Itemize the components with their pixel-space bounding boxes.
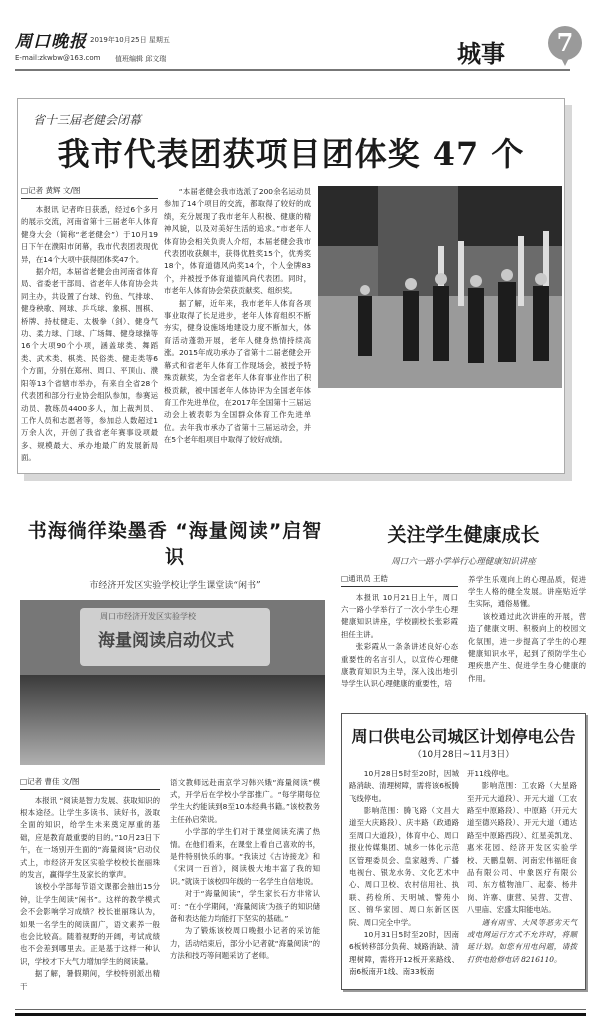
notice-column-2 (467, 768, 577, 967)
article-box-elder-games (17, 98, 565, 474)
column-text (341, 592, 458, 691)
paragraph: 本报讯 “阅读是智力发展、获取知识的根本途径。让学生多读书、读好书，汲取全面的知识，给学生未来奠定厚重的基础，应是教育最重要的目的。”10月23日下午，在一场别开生面的“海量阅读”启动仪式上，市经济开发区实验学校校长崔丽珠的发言，赢得学生及家长的掌声。 (20, 795, 160, 879)
article-subhead: 周口六一路小学举行心理健康知识讲座 (391, 556, 536, 567)
column-text (21, 204, 158, 465)
photo-scene (318, 186, 562, 388)
paragraph: 影响范围：腾飞路（文昌大道至大庆路段）、庆丰路（政通路至周口大道段），体育中心、周口报业传媒集团、城乡一体化示范区管理委员会、皇家越秀、广播电视台、银龙水务、文化艺术中心、周口卫校、农村信用社、执联、药检所、天明城、警苑小区、锦华家园、周口东新区医院、周口完全中学。 (349, 806, 459, 927)
article-byline: □记者 黄辉 文/图 (21, 186, 158, 199)
article-headline: 我市代表团获项目团体奖 47 个 (57, 135, 525, 173)
article-column-1 (20, 777, 160, 994)
banner-title: 海量阅读启动仪式 (98, 630, 234, 651)
footer-rule-thin (15, 1009, 586, 1010)
paragraph: 小学部的学生们对于课堂阅读充满了热情。在他们看来，在课堂上看自己喜欢的书，是件特别快乐的事。“我读过《古诗接龙》和《宋词一百首》，阅读极大地丰富了我的知识。”就读于该校四年级的一名学生自信地说。 (170, 827, 320, 886)
banner-school: 周口市经济开发区实验学校 (100, 611, 196, 621)
award-ceremony-photo (318, 186, 562, 388)
page-number-badge: 7 (548, 26, 582, 60)
column-text (20, 795, 160, 994)
article-reading (20, 518, 330, 994)
article-body (20, 777, 330, 994)
article-column-2 (170, 777, 320, 963)
newspaper-logo: 周口晚报 (15, 32, 87, 52)
header-rule (15, 69, 570, 71)
paragraph: 10月31日5时至20时，因南6板转移部分负荷、城路消缺、清理树障，需将开12板开来路线、南6板南开1线、南33板南 (349, 930, 459, 977)
power-outage-notice (341, 713, 586, 990)
paragraph: 据介绍，本届省老健会由河南省体育局、省委老干部局、省老年人体育协会共同主办，共设置了台球、钓鱼、气排球、健身秧歌、网球、乒乓球、象棋、围棋、桥牌、持杖健走、太极拳（剑）、健身气功、柔力球、门球、广场舞、健身球操等16个大项90个小项，涵盖球类、舞蹈类、武术类、棋类、民俗类、健走类等6个方面，分别在郑州、周口、平顶山、濮阳等13个省辖市举办，有来自全省28个代表团和部分行业协会组队参加，参赛运动员、教练员4400多人，加上裁判员、工作人员和志愿者等，参加总人数超过1万余人次，开创了我省老年赛事设项最多、规模最大、承办地最广的发展新局面。 (21, 267, 158, 463)
notice-title: 周口供电公司城区计划停电公告 (351, 726, 576, 746)
article-column-2 (164, 186, 311, 447)
paragraph: 张彩霞从一条条讲述良好心态重要性的名言引人，以宣传心理健康教育知识为主导，深入浅出地引导学生认识心理健康的重要性，培 (341, 642, 458, 689)
article-column-1 (21, 186, 158, 465)
notice-body (349, 768, 578, 979)
reading-event-photo (20, 600, 325, 765)
paragraph: 该校小学部每节语文课都会抽出15分钟，让学生阅读“闲书”。这样的教学模式会不会影响学习成绩？校长崔丽珠认为，如果一名学生的阅读面广，语文素养一般也会比较高。随着视野的开阔，考试成绩也不会差到哪里去。正是基于这样一种认识，学校才下大气力增加学生的阅读量。 (20, 882, 160, 966)
paragraph: 本报讯 10月21日上午，周口六一路小学举行了一次小学生心理健康知识讲座，学校副校长张彩霞担任主讲。 (341, 592, 458, 639)
section-title: 城事 (457, 39, 505, 68)
notice-closing: 遇有雨雪、大风等恶劣天气或电网运行方式不允许时，将顺延计划。如您有用电问题，请拨打供电抢修电话 8216110。 (467, 917, 577, 964)
duty-editor: 值班编辑 邱文瑞 (115, 55, 167, 63)
paragraph: 该校通过此次讲座的开展，营造了健康文明、积极向上的校园文化氛围，进一步提高了学生的心理健康知识水平，起到了预防学生心理疾患产生、促进学生身心健康的作用。 (468, 611, 586, 683)
page-body (17, 98, 586, 1036)
issue-date: 2019年10月25日 星期五 (90, 36, 170, 44)
notice-column-1 (349, 768, 459, 979)
paragraph: 为了锻炼该校周口晚报小记者的采访能力，活动结束后，部分小记者就“海量阅读”的方法和技巧等问题采访了老师。 (170, 926, 320, 961)
article-column-1 (341, 574, 458, 691)
paragraph: 语文教师远赴南京学习韩兴娥“海量阅读”模式，开学后在学校小学部推广。“每学期每位学生大约能读到8至10本经典书籍。”该校教务主任孙启荣说。 (170, 777, 320, 824)
paragraph: “本届老健会我市选派了200余名运动员参加了14个项目的交流，都取得了较好的成绩，充分展现了我市老年人积极、健康的精神风貌，以及对美好生活的追求。”市老年人体育协会相关负责人介绍，本届老健会我市代表团收获颇丰，获得优胜奖15个，优秀奖18个，体育道德风尚奖14个，个人金牌83个，并被授予体育道德风尚代表团。同时，市老年人体育协会荣获贡献奖、组织奖。 (164, 187, 311, 296)
article-subhead: 市经济开发区实验学校让学生课堂读“闲书” (89, 580, 261, 591)
paragraph: 影响范围：工农路（大星路至开元大道段）、开元大道（工农路至中原路段）、中原路（开元大道至德兴路段）、开元大道（通达路至中原路西段）、红星美凯龙、惠米花园、经济开发区实验学校、天鹏皇朝、河南宏伟福旺食品有限公司、中象医疗有限公司、东方植物油厂、起泰、杨井岗、许寨、康营、吴营、艾营、八里庙、宏盛太阳能电站。 (467, 781, 577, 915)
article-body (341, 574, 586, 691)
paragraph: 10月28日5时至20时，因城路消缺、清理树障，需将该6板腾飞线停电。 (349, 768, 459, 803)
right-column (341, 518, 586, 990)
article-column-2 (468, 574, 586, 686)
paragraph: 对于“海量阅读”，学生家长石方非常认可：“在小学期间，‘海量阅读’为孩子的知识储备和表达能力均能打下坚实的基础。” (170, 889, 320, 923)
footer-rule-thick (15, 1013, 586, 1016)
article-byline: □通讯员 王皓 (341, 574, 458, 587)
paragraph: 养学生乐观向上的心理品质，促进学生人格的健全发展。讲座贴近学生实际，通俗易懂。 (468, 574, 586, 609)
paragraph: 据了解，暑假期间，学校特别派出精干 (20, 969, 160, 991)
article-headline: 书海徜徉染墨香 “海量阅读”启智识 (27, 519, 323, 568)
article-kicker: 省十三届老健会闭幕 (33, 113, 142, 127)
article-byline: □记者 曹佳 文/图 (20, 777, 160, 790)
contact-email: E-mail:zkwbw@163.com (15, 54, 101, 62)
paragraph: 本报讯 记者昨日获悉，经过6个多月的展示交流，河南省第十三届老年人体育健身大会（简称“老老健会”）于10月19日下午在濮阳市闭幕，我市代表团表现优异，在14个大项中获得团体奖47个。 (21, 205, 158, 264)
paragraph: 据了解，近年来，我市老年人体育各项事业取得了长足进步，老年人体育组织不断夯实，健身设施场地建设力度不断加大，体育活动蓬勃开展，老年人健身热情持续高涨。2015年成功承办了省第十二届老健会开幕式和省老年人体育工作现场会，被授予特殊贡献奖，为全省老年人体育事业作出了积极贡献，被中国老年人体协评为全国老年体育工作先进单位，在2017年全国第十三届运动会上被表彰为全国群众体育工作先进单位。去年我市承办了省第十三届运动会，并在5个老年组项目中取得了较好成绩。 (164, 298, 311, 445)
article-headline: 关注学生健康成长 (387, 523, 540, 546)
notice-dates: （10月28日~11月3日） (412, 749, 515, 760)
lower-section (17, 518, 586, 994)
paragraph: 开11线停电。 (467, 768, 514, 778)
article-body (21, 186, 561, 465)
students-crowd (20, 675, 325, 765)
